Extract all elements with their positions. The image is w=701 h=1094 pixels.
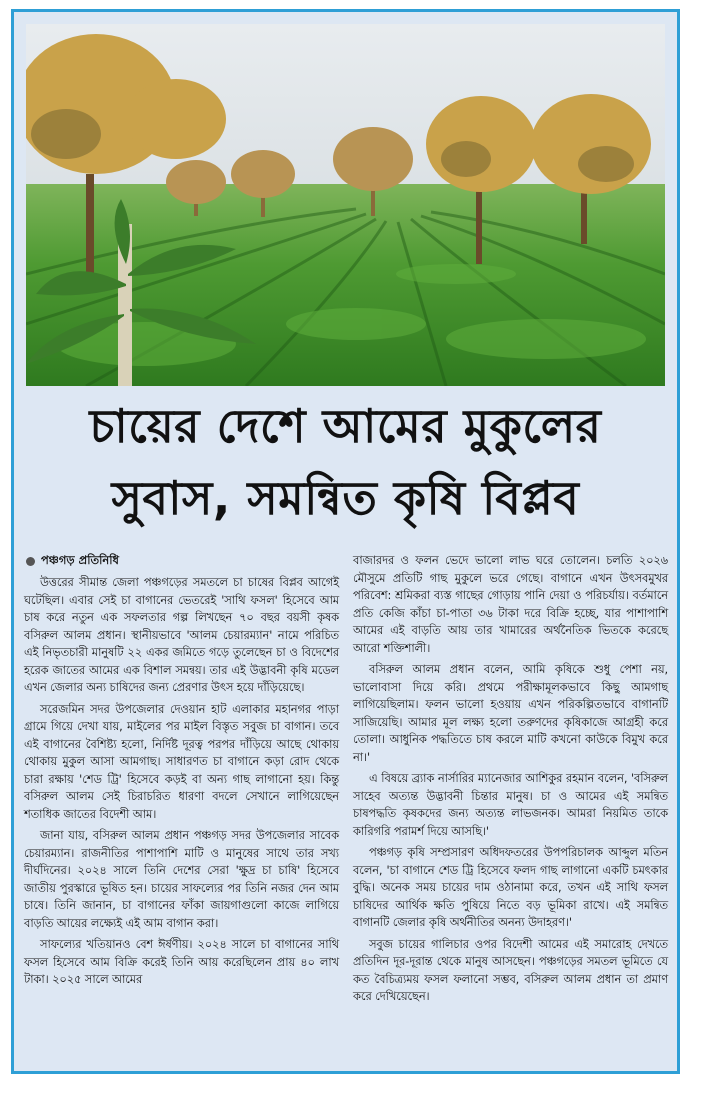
article-photo: [26, 24, 665, 386]
tea-garden-mango-photo: [26, 24, 665, 386]
paragraph: সাফল্যের খতিয়ানও বেশ ঈর্ষণীয়। ২০২৪ সালে চা বাগানের সাথি ফসল হিসেবে আম বিক্রি করেই তিনি আয় করেছিলেন প্রায় ৪০ লাখ টাকা। ২০২৫ সালে আমের: [24, 937, 339, 986]
paragraph: পঞ্চগড় কৃষি সম্প্রসারণ অধিদফতরের উপপরিচালক আব্দুল মতিন বলেন, 'চা বাগানে শেড ট্রি হিসেবে ফলদ গাছ লাগানো একটি চমৎকার বুদ্ধি। অনেক সময় চায়ের দাম ওঠানামা করে, তখন এই সাথি ফসল চাষিদের আর্থিক ক্ষতি পুষিয়ে নিতে বড় ভূমিকা রাখে। এই সমন্বিত বাগানটি জেলার কৃষি অর্থনীতির অনন্য উদাহরণ।': [353, 845, 668, 929]
bullet-icon: [26, 557, 35, 566]
article-column-2: [353, 552, 668, 1067]
article-column-1: [24, 552, 339, 1067]
headline-line-2: সুবাস, সমন্বিত কৃষি বিপ্লব: [111, 471, 580, 525]
paragraph: জানা যায়, বসিরুল আলম প্রধান পঞ্চগড় সদর উপজেলার সাবেক চেয়ারম্যান। রাজনীতির পাশাপাশি মাটি ও মানুষের সাথে তার সখ্য দীর্ঘদিনের। ২০২৪ সালে তিনি দেশের সেরা 'ক্ষুদ্র চা চাষি' হিসেবে জাতীয় পুরস্কারে ভূষিত হন। চায়ের সাফল্যের পর তিনি নজর দেন আম চাষে। তিনি জানান, চা বাগানের ফাঁকা জায়গাগুলো কাজে লাগিয়ে বাড়তি আয়ের লক্ষ্যেই এই আম বাগান করা।: [24, 828, 339, 930]
article-body: [24, 552, 669, 1067]
paragraph: সরেজমিন সদর উপজেলার দেওয়ান হাট এলাকার মহানগর পাড়া গ্রামে গিয়ে দেখা যায়, মাইলের পর মাইল বিস্তৃত সবুজ চা বাগান। তবে এই বাগানের বৈশিষ্ট্য হলো, নির্দিষ্ট দূরত্ব পরপর দাঁড়িয়ে আছে থোকায় থোকায় মুকুল আসা আমগাছ। সাধারণত চা বাগানে কড়া রোদ থেকে চারা রক্ষায় 'শেড ট্রি' হিসেবে কড়ই বা অন্য গাছ লাগানো হয়। কিন্তু বসিরুল আলম সেই চিরাচরিত ধারণা বদলে সেখানে লাগিয়েছেন শতাধিক জাতের বিদেশী আম।: [24, 701, 339, 821]
headline: [24, 390, 667, 534]
byline-text: পঞ্চগড় প্রতিনিধি: [41, 553, 119, 567]
byline: [26, 552, 339, 571]
paragraph: উত্তরের সীমান্ত জেলা পঞ্চগড়ের সমতলে চা চাষের বিপ্লব আগেই ঘটেছিল। এবার সেই চা বাগানের ভেতরেই 'সাথি ফসল' হিসেবে আম চাষ করে নতুন এক সফলতার গল্প লিখছেন ৭০ বছর বয়সী কৃষক বসিরুল আলম প্রধান। স্থানীয়ভাবে 'আলম চেয়ারম্যান' নামে পরিচিত এই নিভৃতচারী মানুষটি ২২ একর জমিতে গড়ে তুলেছেন চা ও বিদেশের হরেক জাতের আমের এক বিশাল সমন্বয়। তার এই উদ্ভাবনী কৃষি মডেল এখন জেলার অন্য চাষিদের জন্য প্রেরণার উৎস হয়ে দাঁড়িয়েছে।: [24, 575, 339, 694]
paragraph: সবুজ চায়ের গালিচার ওপর বিদেশী আমের এই সমারোহ দেখতে প্রতিদিন দূর-দূরান্ত থেকে মানুষ আসছেন। পঞ্চগড়ের সমতল ভূমিতে যে কত বৈচিত্র্যময় ফসল ফলানো সম্ভব, বসিরুল আলম প্রধান তা প্রমাণ করে দেখিয়েছেন।: [353, 936, 668, 1003]
paragraph: বসিরুল আলম প্রধান বলেন, আমি কৃষিকে শুধু পেশা নয়, ভালোবাসা দিয়ে করি। প্রথমে পরীক্ষামূলকভাবে কিছু আমগাছ লাগিয়েছিলাম। ফলন ভালো হওয়ায় এখন পরিকল্পিতভাবে বাগানটি সাজিয়েছি। আমার মূল লক্ষ্য হলো তরুণদের কৃষিকাজে আগ্রহী করে তোলা। আধুনিক পদ্ধতিতে চাষ করলে মাটি কখনো কাউকে বিমুখ করে না।': [353, 662, 668, 764]
paragraph: এ বিষয়ে ব্র্যাক নার্সারির ম্যানেজার আশিকুর রহমান বলেন, 'বসিরুল সাহেব অত্যন্ত উদ্ভাবনী চিন্তার মানুষ। চা ও আমের এই সমন্বিত চাষপদ্ধতি কৃষকদের জন্য অত্যন্ত লাভজনক। আমরা নিয়মিত তাকে কারিগরি পরামর্শ দিয়ে আসছি।': [353, 771, 668, 838]
headline-line-1: চায়ের দেশে আমের মুকুলের: [89, 399, 602, 453]
article-frame: [11, 9, 680, 1074]
paragraph: বাজারদর ও ফলন ভেদে ভালো লাভ ঘরে তোলেন। চলতি ২০২৬ মৌসুমে প্রতিটি গাছ মুকুলে ভরে গেছে। বাগানে এখন উৎসবমুখর পরিবেশ: শ্রমিকরা ব্যস্ত গাছের গোড়ায় পানি দেয়া ও পরিচর্যায়। বর্তমানে প্রতি কেজি কাঁচা চা-পাতা ৩৬ টাকা দরে বিক্রি হচ্ছে, যার পাশাপাশি আমের এই বাড়তি আয় তার খামারের অর্থনৈতিক ভিতকে করেছে আরো শক্তিশালী।: [353, 553, 668, 655]
